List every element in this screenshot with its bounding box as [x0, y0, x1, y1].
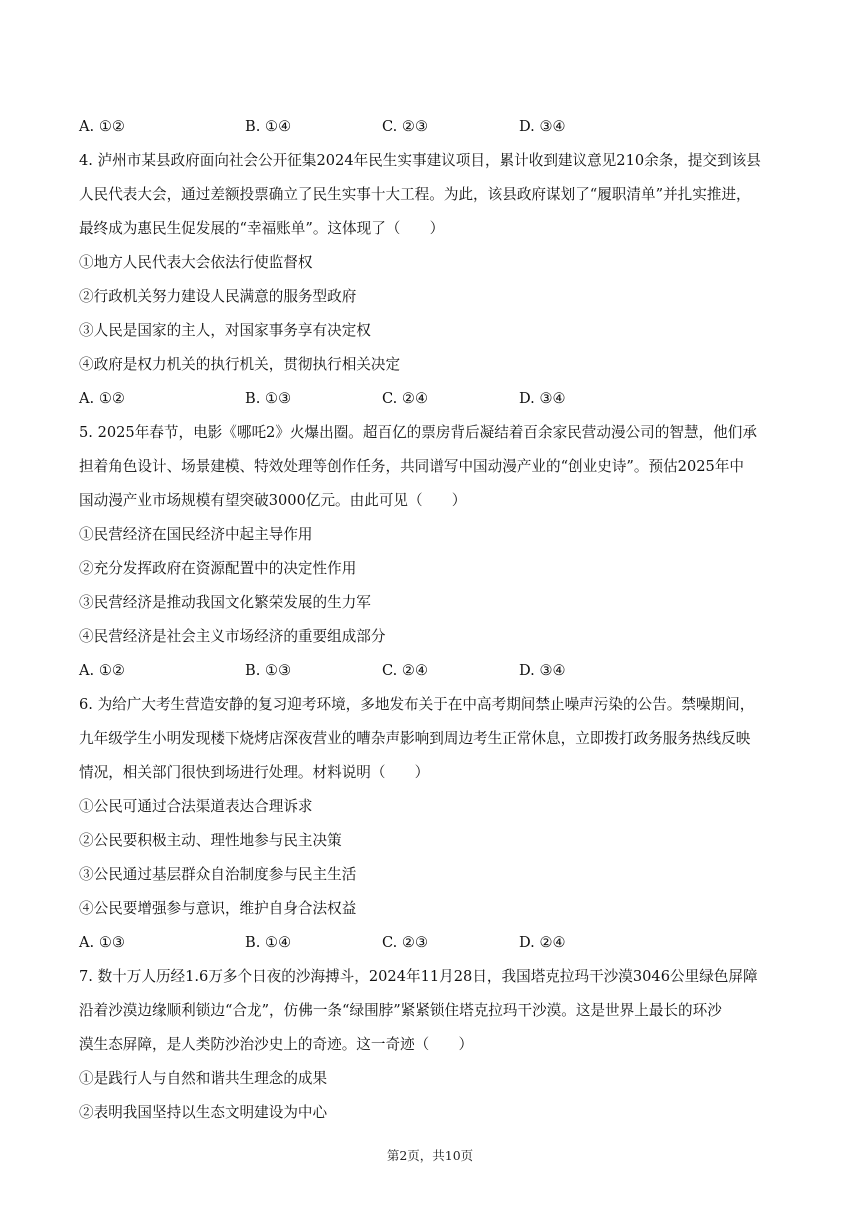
- question-stem-line: 6. 为给广大考生营造安静的复习迎考环境，多地发布关于在中高考期间禁止噪声污染的公告。禁噪期间，: [79, 696, 755, 713]
- statement-item: ②充分发挥政府在资源配置中的决定性作用: [79, 560, 357, 577]
- question-stem-line: 沿着沙漠边缘顺利锁边“合龙”，仿佛一条“绿围脖”紧紧锁住塔克拉玛干沙漠。这是世界上最长的环沙: [79, 1002, 722, 1019]
- statement-item: ③民营经济是推动我国文化繁荣发展的生力军: [79, 594, 371, 611]
- option-a: A. ①②: [79, 118, 125, 135]
- question-7: [79, 960, 784, 1130]
- question-stem-line: 5. 2025年春节，电影《哪吒2》火爆出圈。超百亿的票房背后凝结着百余家民营动漫公司的智慧，他们承: [79, 424, 757, 441]
- question-4: [79, 144, 784, 416]
- question-6-options: [79, 926, 784, 960]
- statement-item: ②公民要积极主动、理性地参与民主决策: [79, 832, 342, 849]
- statement-item: ①地方人民代表大会依法行使监督权: [79, 254, 313, 271]
- question-stem-line: 国动漫产业市场规模有望突破3000亿元。由此可见（ ）: [79, 492, 467, 509]
- option-d: D. ②④: [519, 934, 566, 951]
- option-d: D. ③④: [519, 662, 566, 679]
- option-b: B. ①④: [245, 934, 292, 951]
- page-content: [79, 110, 784, 1130]
- option-c: C. ②③: [382, 934, 429, 951]
- option-b: B. ①③: [245, 662, 292, 679]
- option-b: B. ①④: [245, 118, 292, 135]
- statement-item: ③公民通过基层群众自治制度参与民主生活: [79, 866, 357, 883]
- option-a: A. ①②: [79, 662, 125, 679]
- question-4-options: [79, 382, 784, 416]
- question-stem-line: 4. 泸州市某县政府面向社会公开征集2024年民生实事建议项目，累计收到建议意见210余条，提交到该县: [79, 152, 761, 169]
- question-stem-line: 最终成为惠民生促发展的“幸福账单”。这体现了（ ）: [79, 220, 445, 237]
- question-stem-line: 人民代表大会，通过差额投票确立了民生实事十大工程。为此，该县政府谋划了“履职清单”并扎实推进，: [79, 186, 751, 203]
- option-a: A. ①③: [79, 934, 125, 951]
- option-c: C. ②④: [382, 390, 429, 407]
- statement-item: ③人民是国家的主人，对国家事务享有决定权: [79, 322, 371, 339]
- question-stem-line: 担着角色设计、场景建模、特效处理等创作任务，共同谱写中国动漫产业的“创业史诗”。预估2025年中: [79, 458, 745, 475]
- statement-item: ①公民可通过合法渠道表达合理诉求: [79, 798, 313, 815]
- question-stem-line: 九年级学生小明发现楼下烧烤店深夜营业的嘈杂声影响到周边考生正常休息，立即拨打政务服务热线反映: [79, 730, 751, 747]
- question-5: [79, 416, 784, 688]
- statement-item: ②表明我国坚持以生态文明建设为中心: [79, 1104, 328, 1121]
- statement-item: ①民营经济在国民经济中起主导作用: [79, 526, 313, 543]
- question-6: [79, 688, 784, 960]
- option-d: D. ③④: [519, 390, 566, 407]
- option-c: C. ②④: [382, 662, 429, 679]
- option-d: D. ③④: [519, 118, 566, 135]
- statement-item: ②行政机关努力建设人民满意的服务型政府: [79, 288, 357, 305]
- statement-item: ④民营经济是社会主义市场经济的重要组成部分: [79, 628, 386, 645]
- statement-item: ④政府是权力机关的执行机关，贯彻执行相关决定: [79, 356, 401, 373]
- option-a: A. ①②: [79, 390, 125, 407]
- question-stem-line: 情况，相关部门很快到场进行处理。材料说明（ ）: [79, 764, 430, 781]
- option-c: C. ②③: [382, 118, 429, 135]
- statement-item: ④公民要增强参与意识，维护自身合法权益: [79, 900, 357, 917]
- option-b: B. ①③: [245, 390, 292, 407]
- question-stem-line: 7. 数十万人历经1.6万多个日夜的沙海搏斗，2024年11月28日，我国塔克拉玛干沙漠3046公里绿色屏障: [79, 968, 758, 985]
- question-5-options: [79, 654, 784, 688]
- question-stem-line: 漠生态屏障，是人类防沙治沙史上的奇迹。这一奇迹（ ）: [79, 1036, 474, 1053]
- statement-item: ①是践行人与自然和谐共生理念的成果: [79, 1070, 328, 1087]
- page-number-footer: 第2页，共10页: [386, 1148, 474, 1163]
- question-3-options: [79, 110, 784, 144]
